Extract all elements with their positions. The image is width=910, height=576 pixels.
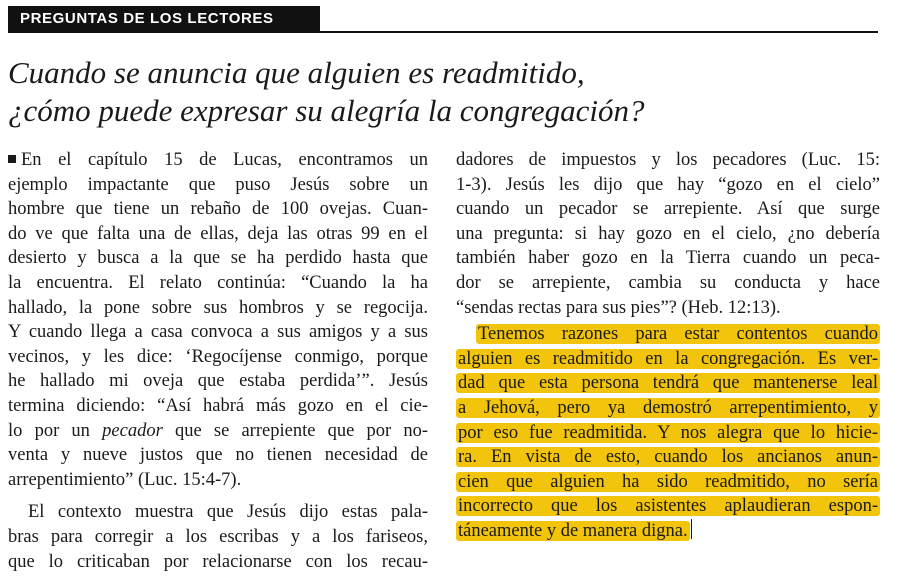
highlighted-line: por eso fue readmitida. Y nos alegra que lo hicie- [458,422,878,443]
highlighted-line: dad que esta persona tendrá que mantenerse leal [458,373,878,394]
bullet-square-icon [8,155,16,163]
paragraph-line: dor se arrepiente, cambia su conducta y hace [456,272,880,293]
left-column [8,148,428,574]
paragraph-line: también haber gozo en la Tierra cuando un peca- [456,248,880,269]
paragraph-line: una pregunta: si hay gozo en el cielo, ¿no debería [456,223,880,244]
text-cursor-icon [691,519,692,539]
highlighted-line: táneamente y de manera digna. [456,519,880,544]
paragraph-line: 1-3). Jesús les dijo que hay “gozo en el cielo” [456,174,880,195]
paragraph-line: termina diciendo: “Así habrá más gozo en el cie- [8,395,428,416]
paragraph-line: que lo criticaban por relacionarse con los recau- [8,551,428,572]
paragraph-line: Y cuando llega a casa convoca a sus amigos y a sus [8,322,428,343]
paragraph-line: venta y nueve justos que no tienen necesidad de [8,445,428,466]
highlighted-line: Tenemos razones para estar contentos cuando [478,324,878,345]
paragraph-line: lo por un pecador que se arrepiente que por no- [8,420,429,441]
highlighted-paragraph[interactable] [456,322,880,543]
paragraph-line: desierto y busca a la que se ha perdido hasta que [8,248,428,269]
highlighted-line: ra. En vista de esto, cuando los ancianos anun- [458,447,878,468]
paragraph-line: do ve que falta una de ellas, deja las otras 99 en el [8,223,428,244]
right-column [456,148,880,544]
section-label: PREGUNTAS DE LOS LECTORES [8,6,320,32]
paragraph-line: la encuentra. El relato continúa: “Cuando la ha [8,272,428,293]
paragraph-line: vecinos, y les dice: ‘Regocíjense conmigo, porque [8,346,428,367]
paragraph-line: cuando un pecador se arrepiente. Así que surge [456,199,880,220]
paragraph-line: arrepentimiento” (Luc. 15:4-7). [8,469,242,490]
paragraph-line: “sendas rectas para sus pies”? (Heb. 12:13). [456,297,781,318]
highlighted-line: incorrecto que los asistentes aplaudieran espon- [458,496,878,517]
paragraph-line: hallado, la pone sobre sus hombros y se regocija. [8,297,428,318]
title-line-2: ¿cómo puede expresar su alegría la congregación? [8,93,645,128]
highlighted-line: a Jehová, pero ya demostró arrepentimiento, y [458,397,878,418]
paragraph-line: hombre que tiene un rebaño de 100 ovejas. Cuan- [8,199,428,220]
paragraph-line: El contexto muestra que Jesús dijo estas pala- [28,502,428,523]
title-line-1: Cuando se anuncia que alguien es readmitido, [8,55,585,90]
paragraph-line: En el capítulo 15 de Lucas, encontramos un [8,148,428,173]
emphasis-word: pecador [102,420,163,441]
header-rule [8,31,878,33]
article-title [8,54,898,130]
paragraph-line: he hallado mi oveja que estaba perdida’”. Jesús [8,371,428,392]
paragraph-line: dadores de impuestos y los pecadores (Luc. 15: [456,150,880,170]
highlighted-line: cien que alguien ha sido readmitido, no sería [458,471,878,492]
paragraph-line: bras para corregir a los escribas y a los fariseos, [8,526,428,547]
highlighted-line: alguien es readmitido en la congregación. Es ver- [458,348,878,369]
paragraph-line: ejemplo impactante que puso Jesús sobre un [8,174,428,195]
